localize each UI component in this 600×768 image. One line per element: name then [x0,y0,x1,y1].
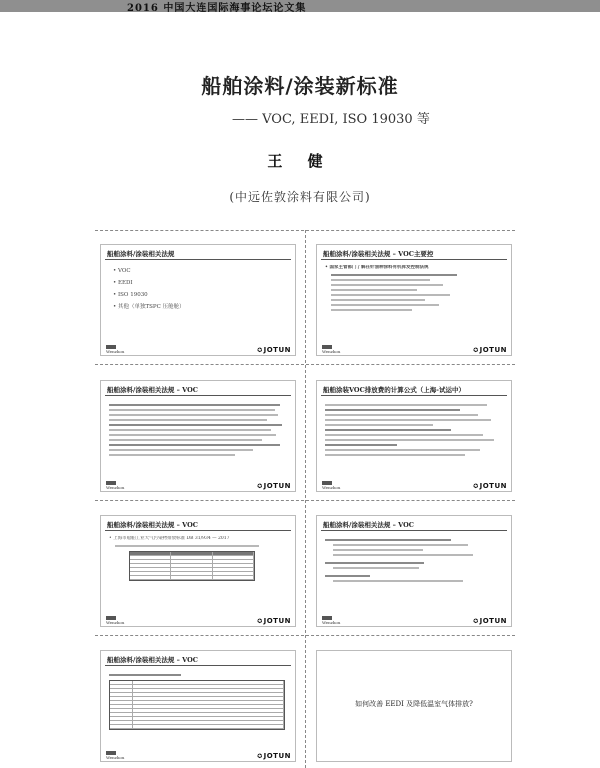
slide-thumbnail [316,380,512,492]
slide-title-rule [105,530,291,531]
running-header-text: 2016 中国大连国际海事论坛论文集 [127,3,307,12]
slide-thumbnail [316,244,512,356]
slide-footer [101,480,295,491]
slide-body [325,536,505,585]
slide-footer [101,750,295,761]
wenzhou-logo: Wenzhou [106,616,124,625]
jotun-logo: ✪JOTUN [257,482,291,490]
slide-title: 船舶涂料/涂装相关法规 – VOC [323,521,414,529]
slide-table [129,551,255,581]
slide-body [325,401,505,459]
slide-thumbnail [316,650,512,762]
slide-bullet: • EEDI [113,280,133,286]
running-header [0,0,600,12]
slide-table [109,680,285,730]
wenzhou-logo: Wenzhou [106,481,124,490]
slide-question: 如何改善 EEDI 及降低温室气体排放? [355,700,473,708]
slide-footer [317,480,511,491]
slide-body [325,265,505,314]
slide-body [109,536,289,581]
slide-thumbnail [100,244,296,356]
wenzhou-logo: Wenzhou [322,345,340,354]
jotun-logo: ✪JOTUN [473,617,507,625]
wenzhou-logo: Wenzhou [322,616,340,625]
jotun-logo: ✪JOTUN [473,482,507,490]
slide-bullet: • 其他（单独TSPC 压舱舱） [113,304,185,310]
paper-title: 船舶涂料/涂装新标准 [201,74,399,98]
slide-title: 船舶涂料/涂装相关法规 – VOC [107,656,198,664]
slide-title-rule [105,665,291,666]
slide-footer [317,615,511,626]
grid-divider-vertical [305,230,306,768]
slide-title-rule [105,395,291,396]
author-affiliation: (中远佐敦涂料有限公司) [229,190,371,204]
slide-bullet: • VOC [113,268,131,274]
jotun-logo: ✪JOTUN [257,752,291,760]
slide-title: 船舶涂料/涂装相关法规 – VOC [107,386,198,394]
wenzhou-logo: Wenzhou [322,481,340,490]
wenzhou-logo: Wenzhou [106,345,124,354]
slide-title-rule [321,259,507,260]
slide-title-rule [321,530,507,531]
slide-bullet: • ISO 19030 [113,292,148,298]
slide-title-rule [105,259,291,260]
slide-thumbnail [100,650,296,762]
slide-title: 船舶涂料/涂装相关法规 – VOC [107,521,198,529]
slide-title: 船舶涂料/涂装相关法规 – VOC主要控 [323,250,434,258]
slide-lead: • 上海市船舶工业大气污染物排放标准 DB 31/934 — 2017 [109,536,230,541]
slide-body [109,401,289,459]
slide-footer [101,344,295,355]
paper-subtitle: —— VOC, EEDI, ISO 19030 等 [232,112,430,127]
slide-footer [101,615,295,626]
slide-footer [317,344,511,355]
jotun-logo: ✪JOTUN [257,346,291,354]
slide-title-rule [321,395,507,396]
slide-lead: • 国家主管部门了解在针油种涂料有机挥发控制法规 [325,265,429,270]
slide-body [109,265,289,313]
author-name: 王 健 [267,152,333,170]
slide-title: 船舶涂装VOC排放费的计算公式（上海-试运中） [323,386,465,394]
jotun-logo: ✪JOTUN [257,617,291,625]
wenzhou-logo: Wenzhou [106,751,124,760]
slide-body [109,671,289,730]
slide-thumbnail [100,380,296,492]
jotun-logo: ✪JOTUN [473,346,507,354]
slide-title: 船舶涂料/涂装相关法规 [107,250,175,258]
slide-thumbnail [100,515,296,627]
slide-thumbnail [316,515,512,627]
